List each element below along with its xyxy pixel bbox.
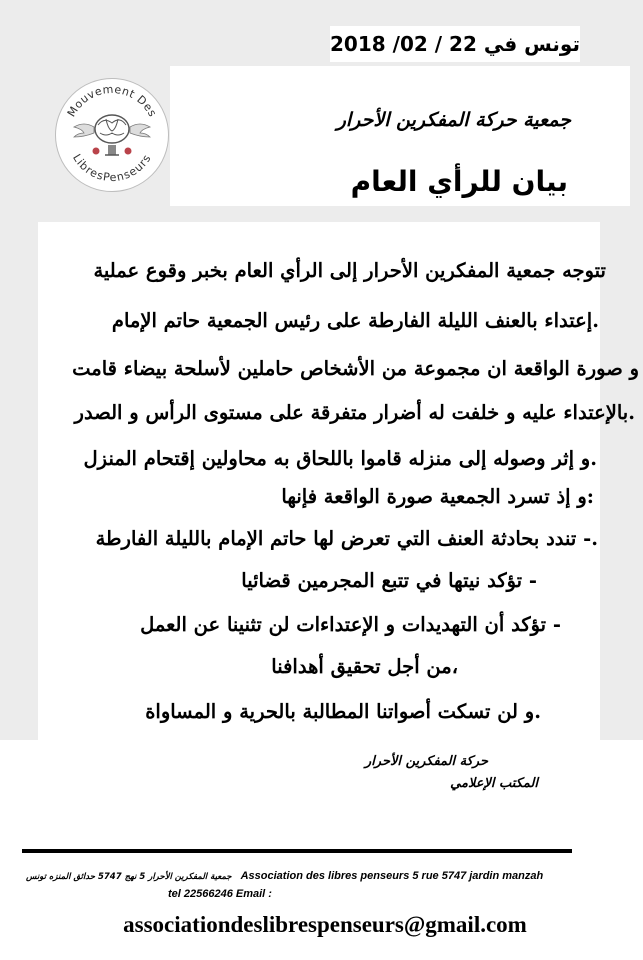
footer-contact: tel 22566246 Email : xyxy=(168,888,272,900)
svg-text:Mouvement Des xyxy=(65,83,159,119)
body-line: :و إذ تسرد الجمعية صورة الواقعة فإنها xyxy=(281,485,594,508)
body-line: ،من أجل تحقيق أهدافنا xyxy=(271,655,458,678)
footer-address-fr: Association des libres penseurs 5 rue 5747 jardin manzah xyxy=(240,870,544,882)
statement-title: بيان للرأي العام xyxy=(350,165,568,198)
body-line: .إعتداء بالعنف الليلة الفارطة على رئيس الجمعية حاتم الإمام xyxy=(111,309,599,332)
association-name: جمعية حركة المفكرين الأحرار xyxy=(336,109,571,131)
body-line: - تؤكد نيتها في تتبع المجرمين قضائيا xyxy=(241,569,537,592)
logo-emblem-icon xyxy=(56,79,168,191)
signature-org: حركة المفكرين الأحرار xyxy=(364,754,488,769)
body-line: و صورة الواقعة ان مجموعة من الأشخاص حاملين لأسلحة بيضاء قامت xyxy=(72,357,639,380)
logo-accent-icon xyxy=(93,148,100,155)
svg-text:LibresPenseurs xyxy=(70,152,154,184)
body-line: .بالإعتداء عليه و خلفت له أضرار متفرقة على مستوى الرأس و الصدر xyxy=(74,401,635,424)
body-line: تتوجه جمعية المفكرين الأحرار إلى الرأي العام بخبر وقوع عملية xyxy=(93,259,606,282)
date-label: تونس في 22 / 02/ 2018 xyxy=(330,26,580,62)
logo-accent-icon xyxy=(125,148,132,155)
body-line: .- تندد بحادثة العنف التي تعرض لها حاتم الإمام بالليلة الفارطة xyxy=(95,527,598,550)
footer-address-ar: جمعية المفكرين الأحرار 5 نهج 5747 حدائق المنزه تونس xyxy=(26,872,232,882)
body-line: .و لن تسكت أصواتنا المطالبة بالحرية و المساواة xyxy=(145,700,541,723)
body-line: - تؤكد أن التهديدات و الإعتداءات لن تثنينا عن العمل xyxy=(140,613,561,636)
logo-bottom-text: LibresPenseurs xyxy=(70,151,154,185)
association-logo xyxy=(55,78,169,192)
signature-office: المكتب الإعلامي xyxy=(450,776,538,791)
contact-email: associationdeslibrespenseurs@gmail.com xyxy=(123,912,527,937)
body-line: .و إثر وصوله إلى منزله قاموا باللحاق به محاولين إقتحام المنزل xyxy=(83,447,597,470)
logo-top-text: Mouvement Des xyxy=(64,82,160,120)
footer-divider xyxy=(22,849,572,853)
footer-address xyxy=(26,870,543,882)
